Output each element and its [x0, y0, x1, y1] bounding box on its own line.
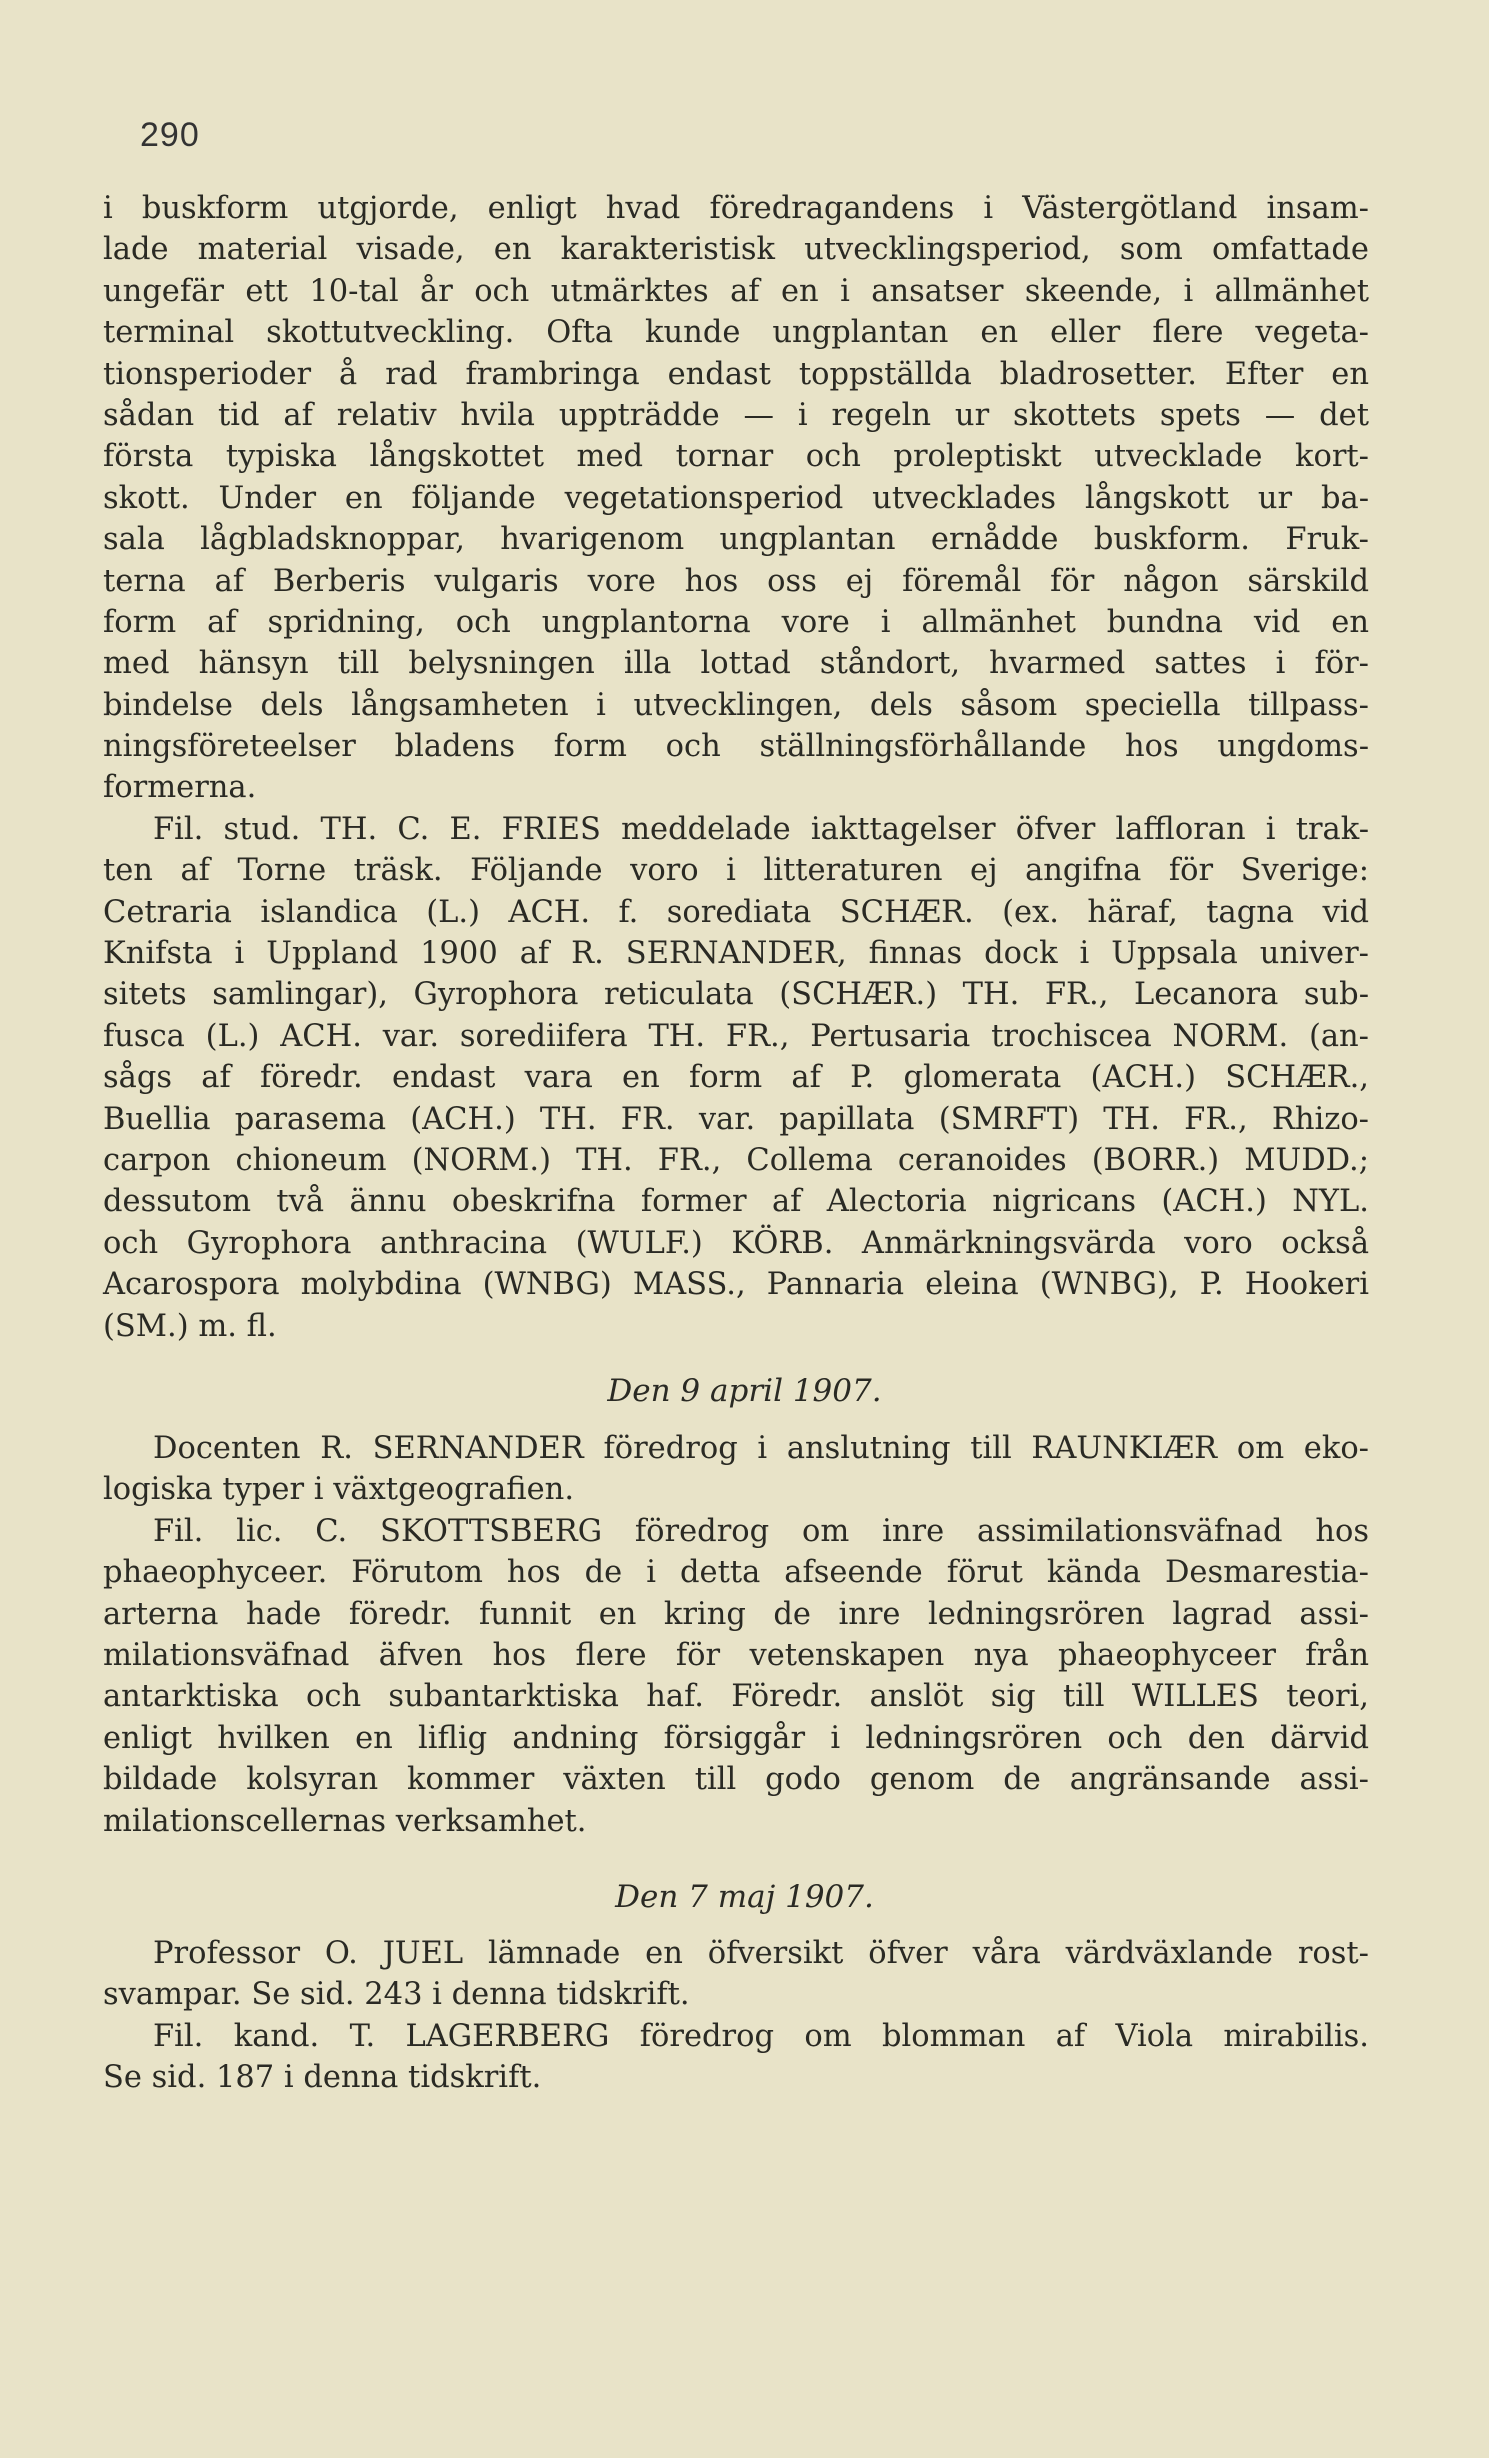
text-line: lade material visade, en karakteristisk utvecklingsperiod, som omfattade: [103, 232, 1369, 268]
text-line: första typiska långskottet med tornar och proleptiskt utvecklade kort-: [103, 439, 1369, 475]
text-line: tionsperioder å rad frambringa endast toppställda bladrosetter. Efter en: [103, 356, 1369, 392]
text-line: med hänsyn till belysningen illa lottad ståndort, hvarmed sattes i för-: [103, 646, 1369, 682]
text-line: phaeophyceer. Förutom hos de i detta afseende förut kända Desmarestia-: [103, 1555, 1369, 1591]
text-line: Knifsta i Uppland 1900 af R. SERNANDER, finnas dock i Uppsala univer-: [103, 936, 1369, 972]
text-line: enligt hvilken en liflig andning försiggår i ledningsrören och den därvid: [103, 1720, 1369, 1756]
text-line: sådan tid af relativ hvila uppträdde — i regeln ur skottets spets — det: [103, 397, 1369, 433]
text-line: milationsväfnad äfven hos flere för vetenskapen nya phaeophyceer från: [103, 1637, 1369, 1673]
text-line: Fil. lic. C. SKOTTSBERG föredrog om inre assimilationsväfnad hos: [153, 1513, 1369, 1549]
text-line: Fil. stud. TH. C. E. FRIES meddelade iakttagelser öfver laffloran i trak-: [153, 811, 1369, 847]
text-line: sitets samlingar), Gyrophora reticulata (SCHÆR.) TH. FR., Lecanora sub-: [103, 977, 1369, 1013]
text-line: Cetraria islandica (L.) ACH. f. sorediata SCHÆR. (ex. häraf, tagna vid: [103, 894, 1369, 930]
text-line: carpon chioneum (NORM.) TH. FR., Collema ceranoides (BORR.) MUDD.;: [103, 1142, 1369, 1178]
text-line: antarktiska och subantarktiska haf. Föredr. anslöt sig till WILLES teori,: [103, 1679, 1369, 1715]
text-line: logiska typer i växtgeografien.: [103, 1472, 575, 1508]
section-3-text: [103, 1933, 1369, 2099]
text-line: form af spridning, och ungplantorna vore i allmänhet bundna vid en: [103, 604, 1369, 640]
text-line: formerna.: [103, 770, 257, 806]
text-line: terminal skottutveckling. Ofta kunde ungplantan en eller flere vegeta-: [103, 315, 1369, 351]
text-line: Buellia parasema (ACH.) TH. FR. var. papillata (SMRFT) TH. FR., Rhizo-: [103, 1101, 1369, 1137]
section-2-text: [103, 1428, 1369, 1842]
text-line: (SM.) m. fl.: [103, 1308, 277, 1344]
text-line: och Gyrophora anthracina (WULF.) KÖRB. Anmärkningsvärda voro också: [103, 1225, 1369, 1261]
date-heading-may: Den 7 maj 1907.: [615, 1879, 874, 1915]
text-line: ten af Torne träsk. Följande voro i litteraturen ej angifna för Sverige:: [103, 853, 1369, 889]
text-line: sala lågbladsknoppar, hvarigenom ungplantan ernådde buskform. Fruk-: [103, 522, 1369, 558]
text-line: ningsföreteelser bladens form och ställningsförhållande hos ungdoms-: [103, 729, 1369, 765]
page-number: 290: [140, 116, 200, 154]
text-line: arterna hade föredr. funnit en kring de inre ledningsrören lagrad assi-: [103, 1596, 1369, 1632]
text-line: Fil. kand. T. LAGERBERG föredrog om blomman af Viola mirabilis.: [153, 2018, 1369, 2054]
text-line: ungefär ett 10-tal år och utmärktes af en i ansatser skeende, i allmänhet: [103, 273, 1369, 309]
section-1-text: [103, 188, 1369, 1347]
text-line: Professor O. JUEL lämnade en öfversikt öfver våra värdväxlande rost-: [153, 1936, 1369, 1971]
text-line: fusca (L.) ACH. var. sorediifera TH. FR., Pertusaria trochiscea NORM. (an-: [103, 1018, 1369, 1054]
text-line: skott. Under en följande vegetationsperiod utvecklades långskott ur ba-: [103, 480, 1369, 516]
text-line: Docenten R. SERNANDER föredrog i anslutning till RAUNKIÆR om eko-: [153, 1431, 1369, 1466]
text-line: bildade kolsyran kommer växten till godo genom de angränsande assi-: [103, 1762, 1369, 1798]
text-line: bindelse dels långsamheten i utvecklingen, dels såsom speciella tillpass-: [103, 687, 1369, 723]
text-line: milationscellernas verksamhet.: [103, 1803, 587, 1839]
text-line: terna af Berberis vulgaris vore hos oss ej föremål för någon särskild: [103, 563, 1369, 599]
text-line: svampar. Se sid. 243 i denna tidskrift.: [103, 1977, 690, 2013]
text-line: sågs af föredr. endast vara en form af P. glomerata (ACH.) SCHÆR.,: [103, 1060, 1369, 1096]
text-line: dessutom två ännu obeskrifna former af Alectoria nigricans (ACH.) NYL.: [103, 1184, 1369, 1220]
text-line: i buskform utgjorde, enligt hvad föredragandens i Västergötland insam-: [103, 191, 1369, 226]
text-line: Se sid. 187 i denna tidskrift.: [103, 2060, 542, 2096]
text-line: Acarospora molybdina (WNBG) MASS., Pannaria eleina (WNBG), P. Hookeri: [103, 1267, 1369, 1303]
date-heading-april: Den 9 april 1907.: [607, 1373, 882, 1409]
